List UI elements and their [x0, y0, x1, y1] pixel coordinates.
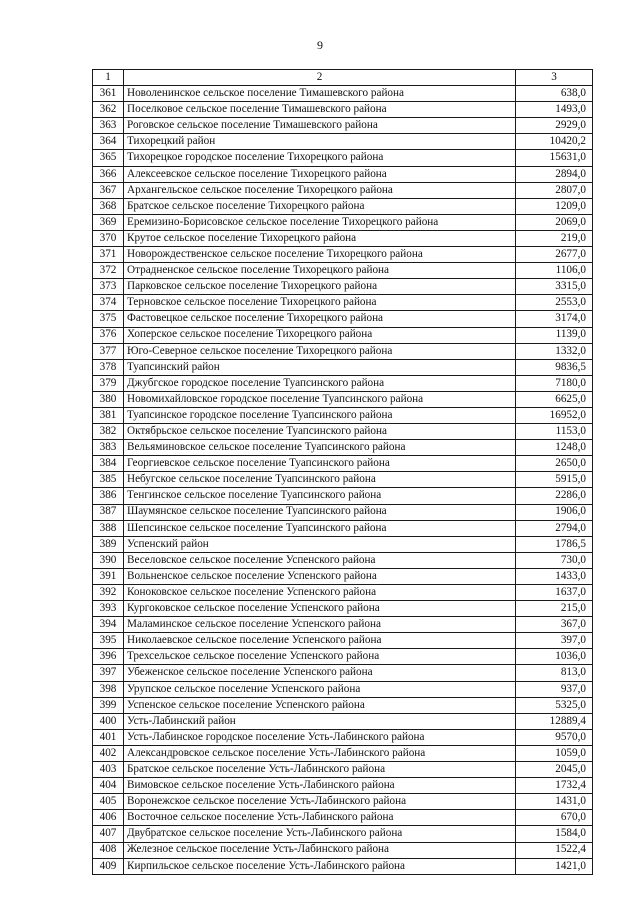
table-body	[93, 86, 593, 875]
table-row	[93, 86, 593, 102]
row-name: Алексеевское сельское поселение Тихорецкого района	[124, 166, 516, 182]
row-number: 407	[93, 826, 124, 842]
table-row	[93, 504, 593, 520]
row-number: 381	[93, 407, 124, 423]
column-header-name: 2	[124, 70, 516, 86]
row-number: 403	[93, 762, 124, 778]
row-number: 380	[93, 391, 124, 407]
row-name: Маламинское сельское поселение Успенского района	[124, 617, 516, 633]
row-value: 1584,0	[516, 826, 593, 842]
table-row	[93, 134, 593, 150]
row-name: Октябрьское сельское поселение Туапсинского района	[124, 424, 516, 440]
row-name: Тихорецкое городское поселение Тихорецкого района	[124, 150, 516, 166]
page-number: 9	[317, 38, 323, 52]
row-number: 366	[93, 166, 124, 182]
row-value: 2286,0	[516, 488, 593, 504]
table-row	[93, 407, 593, 423]
row-number: 401	[93, 729, 124, 745]
table-row	[93, 633, 593, 649]
table-header-row	[93, 70, 593, 86]
row-value: 1209,0	[516, 198, 593, 214]
row-value: 1059,0	[516, 745, 593, 761]
table-row	[93, 102, 593, 118]
table-row	[93, 794, 593, 810]
table-row	[93, 568, 593, 584]
row-number: 396	[93, 649, 124, 665]
row-value: 2677,0	[516, 247, 593, 263]
row-number: 371	[93, 247, 124, 263]
row-value: 367,0	[516, 617, 593, 633]
row-name: Отрадненское сельское поселение Тихорецкого района	[124, 263, 516, 279]
row-value: 1493,0	[516, 102, 593, 118]
table-row	[93, 214, 593, 230]
row-name: Успенский район	[124, 536, 516, 552]
table-row	[93, 858, 593, 874]
row-name: Крутое сельское поселение Тихорецкого района	[124, 230, 516, 246]
row-name: Шаумянское сельское поселение Туапсинского района	[124, 504, 516, 520]
table-row	[93, 601, 593, 617]
row-number: 374	[93, 295, 124, 311]
row-value: 2794,0	[516, 520, 593, 536]
row-number: 390	[93, 552, 124, 568]
row-value: 1732,4	[516, 778, 593, 794]
row-number: 370	[93, 230, 124, 246]
row-value: 1431,0	[516, 794, 593, 810]
row-value: 397,0	[516, 633, 593, 649]
allocation-table	[92, 69, 593, 875]
table-row	[93, 826, 593, 842]
row-number: 402	[93, 745, 124, 761]
row-number: 375	[93, 311, 124, 327]
table-row	[93, 536, 593, 552]
table-row	[93, 343, 593, 359]
table-row	[93, 182, 593, 198]
row-name: Трехсельское сельское поселение Успенского района	[124, 649, 516, 665]
row-number: 385	[93, 472, 124, 488]
row-value: 1906,0	[516, 504, 593, 520]
table-row	[93, 279, 593, 295]
row-value: 937,0	[516, 681, 593, 697]
row-name: Кургоковское сельское поселение Успенского района	[124, 601, 516, 617]
row-number: 378	[93, 359, 124, 375]
row-number: 382	[93, 424, 124, 440]
row-value: 9570,0	[516, 729, 593, 745]
row-name: Туапсинское городское поселение Туапсинского района	[124, 407, 516, 423]
row-name: Новомихайловское городское поселение Туапсинского района	[124, 391, 516, 407]
row-value: 2929,0	[516, 118, 593, 134]
row-number: 383	[93, 440, 124, 456]
row-value: 730,0	[516, 552, 593, 568]
row-name: Терновское сельское поселение Тихорецкого района	[124, 295, 516, 311]
table-row	[93, 375, 593, 391]
column-header-value: 3	[516, 70, 593, 86]
row-name: Николаевское сельское поселение Успенского района	[124, 633, 516, 649]
table-row	[93, 424, 593, 440]
row-value: 10420,2	[516, 134, 593, 150]
row-value: 670,0	[516, 810, 593, 826]
row-number: 376	[93, 327, 124, 343]
row-name: Кирпильское сельское поселение Усть-Лабинского района	[124, 858, 516, 874]
table-row	[93, 472, 593, 488]
row-value: 15631,0	[516, 150, 593, 166]
row-value: 1036,0	[516, 649, 593, 665]
row-name: Убеженское сельское поселение Успенского района	[124, 665, 516, 681]
row-number: 394	[93, 617, 124, 633]
row-name: Урупское сельское поселение Успенского района	[124, 681, 516, 697]
row-value: 3174,0	[516, 311, 593, 327]
row-value: 1139,0	[516, 327, 593, 343]
row-name: Железное сельское поселение Усть-Лабинского района	[124, 842, 516, 858]
table-row	[93, 585, 593, 601]
row-name: Новоленинское сельское поселение Тимашевского района	[124, 86, 516, 102]
row-name: Туапсинский район	[124, 359, 516, 375]
row-value: 1522,4	[516, 842, 593, 858]
row-name: Коноковское сельское поселение Успенского района	[124, 585, 516, 601]
table-row	[93, 456, 593, 472]
table-row	[93, 327, 593, 343]
row-number: 405	[93, 794, 124, 810]
row-number: 373	[93, 279, 124, 295]
row-name: Воронежское сельское поселение Усть-Лабинского района	[124, 794, 516, 810]
row-value: 16952,0	[516, 407, 593, 423]
row-value: 2894,0	[516, 166, 593, 182]
table-row	[93, 520, 593, 536]
row-name: Фастовецкое сельское поселение Тихорецкого района	[124, 311, 516, 327]
row-number: 387	[93, 504, 124, 520]
row-name: Джубгское городское поселение Туапсинского района	[124, 375, 516, 391]
row-name: Вимовское сельское поселение Усть-Лабинского района	[124, 778, 516, 794]
row-name: Восточное сельское поселение Усть-Лабинского района	[124, 810, 516, 826]
row-number: 388	[93, 520, 124, 536]
row-value: 2807,0	[516, 182, 593, 198]
row-name: Шепсинское сельское поселение Туапсинского района	[124, 520, 516, 536]
row-number: 399	[93, 697, 124, 713]
row-value: 12889,4	[516, 713, 593, 729]
row-number: 361	[93, 86, 124, 102]
table-row	[93, 247, 593, 263]
row-number: 379	[93, 375, 124, 391]
row-number: 377	[93, 343, 124, 359]
row-value: 2069,0	[516, 214, 593, 230]
table-row	[93, 166, 593, 182]
row-value: 1332,0	[516, 343, 593, 359]
row-number: 389	[93, 536, 124, 552]
row-name: Братское сельское поселение Тихорецкого района	[124, 198, 516, 214]
row-value: 6625,0	[516, 391, 593, 407]
row-number: 408	[93, 842, 124, 858]
row-value: 813,0	[516, 665, 593, 681]
table-row	[93, 729, 593, 745]
table-row	[93, 391, 593, 407]
row-name: Вельяминовское сельское поселение Туапсинского района	[124, 440, 516, 456]
row-value: 1433,0	[516, 568, 593, 584]
table-row	[93, 295, 593, 311]
row-number: 400	[93, 713, 124, 729]
row-value: 5915,0	[516, 472, 593, 488]
row-number: 395	[93, 633, 124, 649]
row-number: 386	[93, 488, 124, 504]
table-row	[93, 681, 593, 697]
row-name: Архангельское сельское поселение Тихорецкого района	[124, 182, 516, 198]
table-row	[93, 359, 593, 375]
row-name: Братское сельское поселение Усть-Лабинского района	[124, 762, 516, 778]
row-name: Поселковое сельское поселение Тимашевского района	[124, 102, 516, 118]
table-row	[93, 440, 593, 456]
row-number: 369	[93, 214, 124, 230]
table-row	[93, 617, 593, 633]
row-number: 392	[93, 585, 124, 601]
row-value: 219,0	[516, 230, 593, 246]
row-number: 367	[93, 182, 124, 198]
row-value: 1637,0	[516, 585, 593, 601]
row-number: 372	[93, 263, 124, 279]
row-value: 2650,0	[516, 456, 593, 472]
table-row	[93, 713, 593, 729]
row-number: 384	[93, 456, 124, 472]
row-name: Александровское сельское поселение Усть-Лабинского района	[124, 745, 516, 761]
table-row	[93, 778, 593, 794]
row-name: Георгиевское сельское поселение Туапсинского района	[124, 456, 516, 472]
table-row	[93, 697, 593, 713]
row-name: Парковское сельское поселение Тихорецкого района	[124, 279, 516, 295]
row-value: 7180,0	[516, 375, 593, 391]
row-name: Вольненское сельское поселение Успенского района	[124, 568, 516, 584]
row-number: 404	[93, 778, 124, 794]
row-value: 2045,0	[516, 762, 593, 778]
row-name: Тихорецкий район	[124, 134, 516, 150]
table-row	[93, 118, 593, 134]
table-row	[93, 552, 593, 568]
row-name: Хоперское сельское поселение Тихорецкого района	[124, 327, 516, 343]
table-row	[93, 810, 593, 826]
row-name: Юго-Северное сельское поселение Тихорецкого района	[124, 343, 516, 359]
row-name: Усть-Лабинское городское поселение Усть-Лабинского района	[124, 729, 516, 745]
table-row	[93, 665, 593, 681]
row-number: 363	[93, 118, 124, 134]
row-number: 364	[93, 134, 124, 150]
table-row	[93, 230, 593, 246]
table-row	[93, 842, 593, 858]
row-number: 391	[93, 568, 124, 584]
row-name: Роговское сельское поселение Тимашевского района	[124, 118, 516, 134]
row-value: 3315,0	[516, 279, 593, 295]
table-row	[93, 150, 593, 166]
row-value: 2553,0	[516, 295, 593, 311]
row-value: 1421,0	[516, 858, 593, 874]
row-number: 409	[93, 858, 124, 874]
table-row	[93, 488, 593, 504]
row-value: 1106,0	[516, 263, 593, 279]
row-number: 365	[93, 150, 124, 166]
row-value: 5325,0	[516, 697, 593, 713]
row-value: 215,0	[516, 601, 593, 617]
row-number: 406	[93, 810, 124, 826]
table-row	[93, 198, 593, 214]
row-name: Небугское сельское поселение Туапсинского района	[124, 472, 516, 488]
row-value: 638,0	[516, 86, 593, 102]
row-value: 9836,5	[516, 359, 593, 375]
row-value: 1786,5	[516, 536, 593, 552]
row-value: 1248,0	[516, 440, 593, 456]
table-row	[93, 263, 593, 279]
table-row	[93, 762, 593, 778]
column-header-number: 1	[93, 70, 124, 86]
row-number: 393	[93, 601, 124, 617]
row-name: Веселовское сельское поселение Успенского района	[124, 552, 516, 568]
row-name: Еремизино-Борисовское сельское поселение Тихорецкого района	[124, 214, 516, 230]
row-number: 398	[93, 681, 124, 697]
row-name: Успенское сельское поселение Успенского района	[124, 697, 516, 713]
row-number: 368	[93, 198, 124, 214]
row-value: 1153,0	[516, 424, 593, 440]
row-number: 397	[93, 665, 124, 681]
table-row	[93, 745, 593, 761]
row-name: Двубратское сельское поселение Усть-Лабинского района	[124, 826, 516, 842]
row-number: 362	[93, 102, 124, 118]
row-name: Усть-Лабинский район	[124, 713, 516, 729]
table-row	[93, 649, 593, 665]
row-name: Новорождественское сельское поселение Тихорецкого района	[124, 247, 516, 263]
row-name: Тенгинское сельское поселение Туапсинского района	[124, 488, 516, 504]
table-row	[93, 311, 593, 327]
